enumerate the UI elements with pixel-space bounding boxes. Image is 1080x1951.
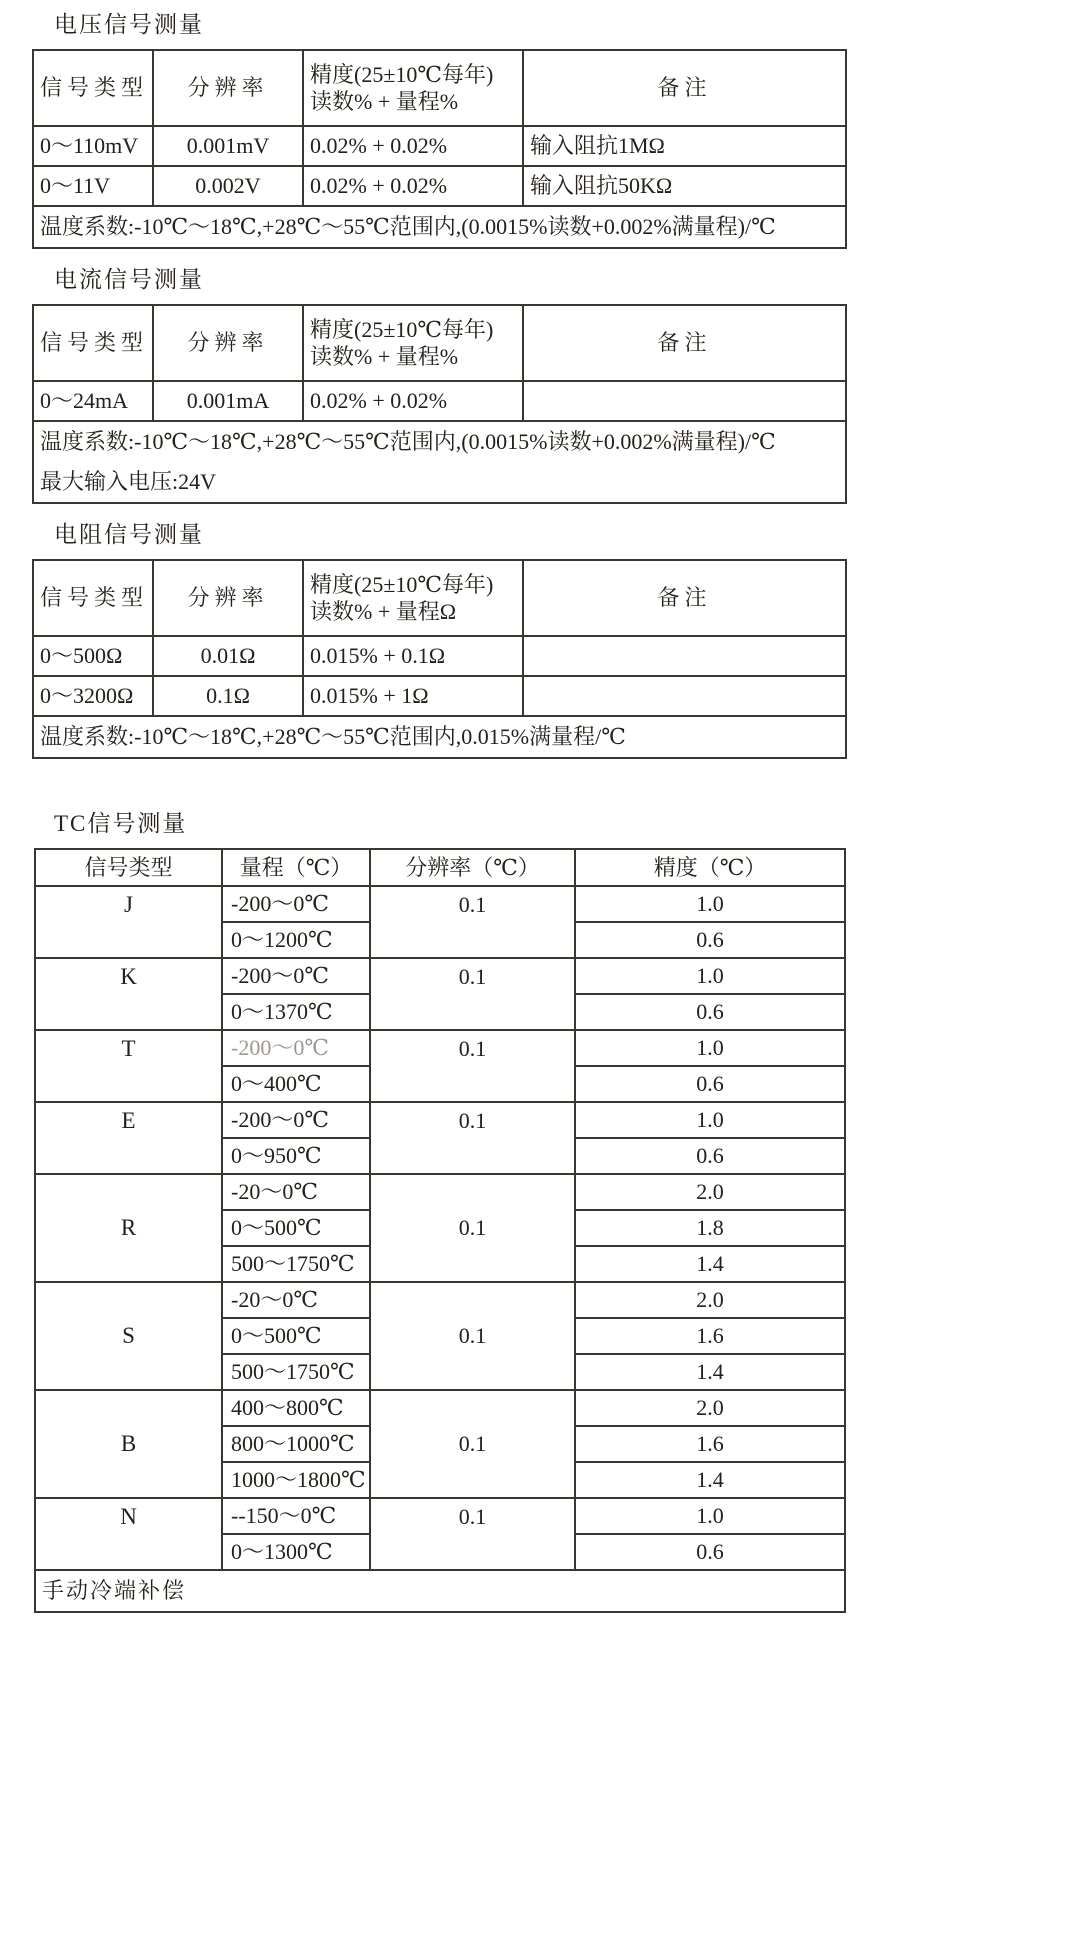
tc-resolution-value: 0.1 bbox=[458, 1215, 487, 1241]
footnote-line: 温度系数:-10℃～18℃,+28℃～55℃范围内,(0.0015%读数+0.002%满量程)/℃ bbox=[40, 429, 776, 454]
tc-range-cell: 0～1300℃ bbox=[222, 1534, 370, 1570]
table-row bbox=[33, 381, 846, 421]
section-title-voltage: 电压信号测量 bbox=[54, 12, 204, 37]
tc-type-label: N bbox=[120, 1504, 137, 1529]
tc-table-row bbox=[35, 1498, 845, 1534]
tc-range-cell: 500～1750℃ bbox=[222, 1354, 370, 1390]
tc-type-cell bbox=[35, 886, 222, 958]
footnote-cell bbox=[33, 206, 846, 248]
tc-header-accuracy: 精度（℃） bbox=[575, 849, 845, 886]
header-accuracy bbox=[303, 305, 523, 381]
cell-resolution: 0.1Ω bbox=[153, 676, 303, 716]
cell-signal-type: 0～11V bbox=[33, 166, 153, 206]
cell-signal-type: 0～3200Ω bbox=[33, 676, 153, 716]
tc-resolution-value: 0.1 bbox=[458, 964, 487, 989]
tc-resolution-value: 0.1 bbox=[458, 892, 487, 917]
tc-range-cell: 0～400℃ bbox=[222, 1066, 370, 1102]
tc-range-cell: 1000～1800℃ bbox=[222, 1462, 370, 1498]
tc-table-row bbox=[35, 1102, 845, 1138]
tc-range-cell: --150～0℃ bbox=[222, 1498, 370, 1534]
cell-resolution: 0.002V bbox=[153, 166, 303, 206]
tc-type-label: K bbox=[120, 964, 137, 989]
tc-type-cell bbox=[35, 1390, 222, 1498]
tc-resolution-cell bbox=[370, 1282, 575, 1390]
tc-accuracy-cell: 1.0 bbox=[575, 958, 845, 994]
section-title-current: 电流信号测量 bbox=[54, 267, 204, 292]
tc-accuracy-cell: 0.6 bbox=[575, 922, 845, 958]
cell-resolution: 0.01Ω bbox=[153, 636, 303, 676]
tc-type-label: E bbox=[121, 1108, 136, 1133]
tc-resolution-cell bbox=[370, 886, 575, 958]
cell-remark bbox=[523, 636, 846, 676]
tc-table-row bbox=[35, 958, 845, 994]
footnote-cell bbox=[33, 421, 846, 503]
header-accuracy-line1: 精度(25±10℃每年) bbox=[310, 61, 494, 87]
tc-resolution-cell bbox=[370, 1102, 575, 1174]
tc-header-resolution: 分辨率（℃） bbox=[370, 849, 575, 886]
tc-table-row bbox=[35, 1282, 845, 1318]
tc-accuracy-cell: 1.0 bbox=[575, 1102, 845, 1138]
tc-type-label: B bbox=[120, 1430, 137, 1456]
current-spec-table bbox=[32, 304, 847, 504]
tc-resolution-cell bbox=[370, 1030, 575, 1102]
header-remark: 备注 bbox=[523, 560, 846, 636]
cell-accuracy: 0.015% + 1Ω bbox=[303, 676, 523, 716]
tc-accuracy-cell: 0.6 bbox=[575, 1138, 845, 1174]
tc-type-label: T bbox=[121, 1036, 136, 1061]
cell-accuracy: 0.015% + 0.1Ω bbox=[303, 636, 523, 676]
section-title-tc: TC信号测量 bbox=[54, 811, 188, 836]
tc-resolution-cell bbox=[370, 1174, 575, 1282]
section-title-resistance: 电阻信号测量 bbox=[54, 522, 204, 547]
tc-accuracy-cell: 2.0 bbox=[575, 1282, 845, 1318]
tc-accuracy-cell: 0.6 bbox=[575, 994, 845, 1030]
header-signal-type: 信号类型 bbox=[33, 560, 153, 636]
tc-accuracy-cell: 2.0 bbox=[575, 1390, 845, 1426]
header-accuracy-line1: 精度(25±10℃每年) bbox=[310, 571, 494, 597]
tc-table-row bbox=[35, 1174, 845, 1210]
tc-resolution-value: 0.1 bbox=[458, 1108, 487, 1133]
tc-type-cell bbox=[35, 1030, 222, 1102]
header-signal-type: 信号类型 bbox=[33, 305, 153, 381]
tc-type-label: J bbox=[124, 892, 133, 917]
header-accuracy-line2: 读数% + 量程% bbox=[310, 89, 459, 114]
tc-resolution-value: 0.1 bbox=[458, 1036, 487, 1061]
tc-range-cell: -20～0℃ bbox=[222, 1174, 370, 1210]
tc-resolution-value: 0.1 bbox=[458, 1431, 487, 1457]
header-remark: 备注 bbox=[523, 50, 846, 126]
cell-resolution: 0.001mV bbox=[153, 126, 303, 166]
footnote-line: 温度系数:-10℃～18℃,+28℃～55℃范围内,0.015%满量程/℃ bbox=[40, 724, 626, 749]
voltage-spec-table bbox=[32, 49, 847, 249]
header-accuracy-line2: 读数% + 量程Ω bbox=[310, 599, 457, 624]
tc-range-cell: 0～1200℃ bbox=[222, 922, 370, 958]
cell-remark: 输入阻抗50KΩ bbox=[523, 166, 846, 206]
tc-range-cell: 800～1000℃ bbox=[222, 1426, 370, 1462]
resistance-spec-table bbox=[32, 559, 847, 759]
table-row bbox=[33, 126, 846, 166]
tc-range-cell: 400～800℃ bbox=[222, 1390, 370, 1426]
tc-accuracy-cell: 0.6 bbox=[575, 1066, 845, 1102]
tc-range-cell: 0～500℃ bbox=[222, 1318, 370, 1354]
tc-type-cell bbox=[35, 958, 222, 1030]
cell-accuracy: 0.02% + 0.02% bbox=[303, 381, 523, 421]
header-accuracy bbox=[303, 50, 523, 126]
header-resolution: 分辨率 bbox=[153, 560, 303, 636]
cell-accuracy: 0.02% + 0.02% bbox=[303, 166, 523, 206]
tc-accuracy-cell: 0.6 bbox=[575, 1534, 845, 1570]
tc-range-cell: -200～0℃ bbox=[222, 958, 370, 994]
header-resolution: 分辨率 bbox=[153, 50, 303, 126]
tc-type-cell bbox=[35, 1174, 222, 1282]
cell-accuracy: 0.02% + 0.02% bbox=[303, 126, 523, 166]
header-resolution: 分辨率 bbox=[153, 305, 303, 381]
header-accuracy-line1: 精度(25±10℃每年) bbox=[310, 316, 494, 342]
tc-range-cell: 0～950℃ bbox=[222, 1138, 370, 1174]
tc-footnote-cell: 手动冷端补偿 bbox=[35, 1570, 845, 1612]
tc-range-cell: 0～500℃ bbox=[222, 1210, 370, 1246]
cell-remark bbox=[523, 676, 846, 716]
tc-resolution-value: 0.1 bbox=[458, 1323, 487, 1349]
tc-accuracy-cell: 1.4 bbox=[575, 1354, 845, 1390]
table-row bbox=[33, 166, 846, 206]
tc-accuracy-cell: 1.4 bbox=[575, 1246, 845, 1282]
header-accuracy-line2: 读数% + 量程% bbox=[310, 344, 459, 369]
footnote-line: 最大输入电压:24V bbox=[40, 469, 217, 494]
tc-range-cell: -20～0℃ bbox=[222, 1282, 370, 1318]
tc-accuracy-cell: 2.0 bbox=[575, 1174, 845, 1210]
tc-range-cell: -200～0℃ bbox=[222, 1030, 370, 1066]
tc-type-cell bbox=[35, 1102, 222, 1174]
tc-range-cell: 500～1750℃ bbox=[222, 1246, 370, 1282]
cell-remark bbox=[523, 381, 846, 421]
table-row bbox=[33, 636, 846, 676]
header-accuracy bbox=[303, 560, 523, 636]
footnote-line: 温度系数:-10℃～18℃,+28℃～55℃范围内,(0.0015%读数+0.002%满量程)/℃ bbox=[40, 214, 776, 239]
tc-header-signal-type: 信号类型 bbox=[35, 849, 222, 886]
header-signal-type: 信号类型 bbox=[33, 50, 153, 126]
tc-type-cell bbox=[35, 1282, 222, 1390]
tc-range-cell: -200～0℃ bbox=[222, 886, 370, 922]
table-row bbox=[33, 676, 846, 716]
tc-accuracy-cell: 1.0 bbox=[575, 886, 845, 922]
header-remark: 备注 bbox=[523, 305, 846, 381]
tc-accuracy-cell: 1.6 bbox=[575, 1426, 845, 1462]
footnote-cell bbox=[33, 716, 846, 758]
tc-header-range: 量程（℃） bbox=[222, 849, 370, 886]
cell-signal-type: 0～500Ω bbox=[33, 636, 153, 676]
cell-remark: 输入阻抗1MΩ bbox=[523, 126, 846, 166]
cell-signal-type: 0～24mA bbox=[33, 381, 153, 421]
tc-accuracy-cell: 1.0 bbox=[575, 1498, 845, 1534]
tc-type-cell bbox=[35, 1498, 222, 1570]
tc-accuracy-cell: 1.0 bbox=[575, 1030, 845, 1066]
tc-table-row bbox=[35, 1390, 845, 1426]
cell-signal-type: 0～110mV bbox=[33, 126, 153, 166]
tc-table-row bbox=[35, 886, 845, 922]
tc-spec-table bbox=[34, 848, 846, 1613]
tc-resolution-value: 0.1 bbox=[458, 1504, 487, 1529]
tc-accuracy-cell: 1.8 bbox=[575, 1210, 845, 1246]
tc-range-cell: -200～0℃ bbox=[222, 1102, 370, 1138]
tc-resolution-cell bbox=[370, 1498, 575, 1570]
tc-type-label: S bbox=[122, 1322, 135, 1348]
tc-range-cell: 0～1370℃ bbox=[222, 994, 370, 1030]
tc-accuracy-cell: 1.4 bbox=[575, 1462, 845, 1498]
tc-accuracy-cell: 1.6 bbox=[575, 1318, 845, 1354]
tc-type-label: R bbox=[120, 1214, 137, 1240]
tc-resolution-cell bbox=[370, 1390, 575, 1498]
cell-resolution: 0.001mA bbox=[153, 381, 303, 421]
tc-table-row bbox=[35, 1030, 845, 1066]
tc-resolution-cell bbox=[370, 958, 575, 1030]
